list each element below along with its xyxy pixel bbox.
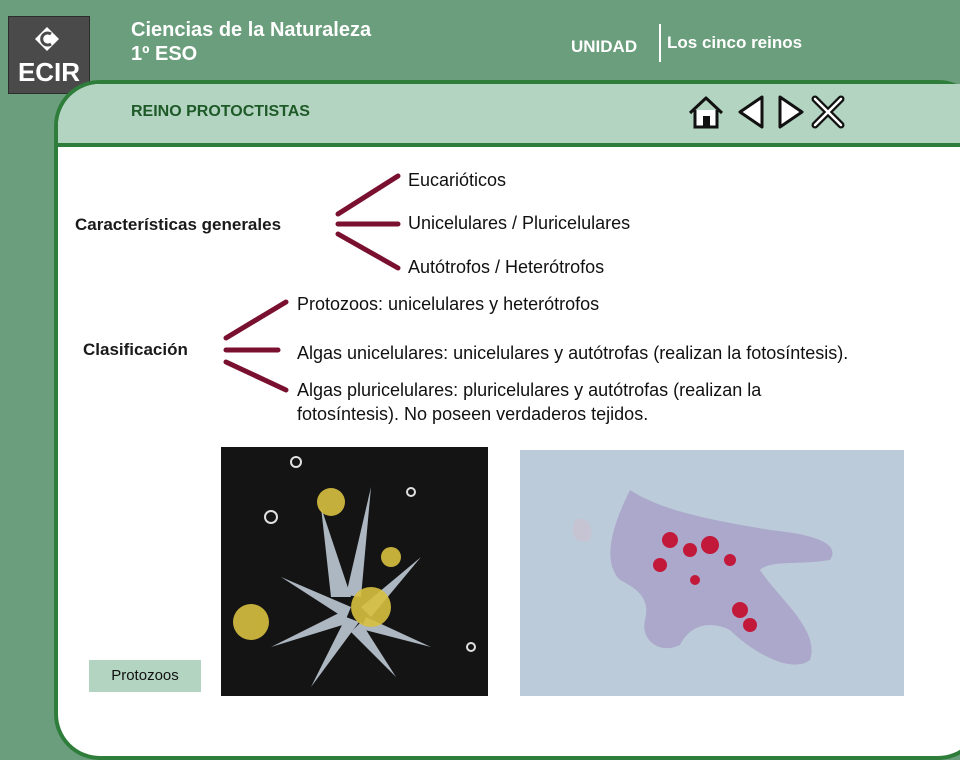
clasificacion-item: Algas pluricelulares: pluricelulares y autótrofas (realizan la: [297, 380, 762, 400]
next-button[interactable]: [772, 94, 808, 130]
close-icon: [810, 94, 846, 130]
clasificacion-bracket: [218, 292, 298, 402]
clasificacion-item: Algas unicelulares: unicelulares y autótrofas (realizan la fotosíntesis).: [297, 343, 849, 363]
caracteristicas-bracket: [330, 168, 410, 278]
unit-name: Los cinco reinos: [667, 33, 803, 52]
clasificacion-item: fotosíntesis). No poseen verdaderos tejidos.: [297, 404, 649, 424]
next-arrow-icon: [772, 94, 808, 130]
caracteristica-item: Eucarióticos: [408, 170, 507, 190]
clasificacion-heading: Clasificación: [83, 340, 188, 359]
course-title-line1: Ciencias de la Naturaleza: [131, 19, 372, 41]
home-icon: [688, 94, 724, 130]
caracteristica-item: Unicelulares / Pluricelulares: [408, 213, 631, 233]
section-title: REINO PROTOCTISTAS: [131, 103, 310, 120]
amoeba-photo: [520, 450, 904, 696]
home-button[interactable]: [688, 94, 724, 130]
caracteristicas-heading: Características generales: [75, 215, 282, 234]
previous-arrow-icon: [734, 94, 770, 130]
previous-button[interactable]: [734, 94, 770, 130]
course-title: [131, 18, 371, 66]
unidad-label: UNIDAD: [571, 37, 638, 56]
unidad-separator: [659, 24, 661, 62]
protozoa-photo: [221, 447, 488, 696]
section-header-rule: [58, 143, 960, 147]
clasificacion-item: Protozoos: unicelulares y heterótrofos: [297, 294, 600, 314]
close-button[interactable]: [810, 94, 846, 130]
course-title-line2: 1º ESO: [131, 43, 198, 65]
caracteristica-item: Autótrofos / Heterótrofos: [408, 257, 605, 277]
ecir-logo: [8, 16, 90, 94]
photo-caption: Protozoos: [89, 660, 201, 692]
logo-text: ECIR: [17, 57, 81, 87]
